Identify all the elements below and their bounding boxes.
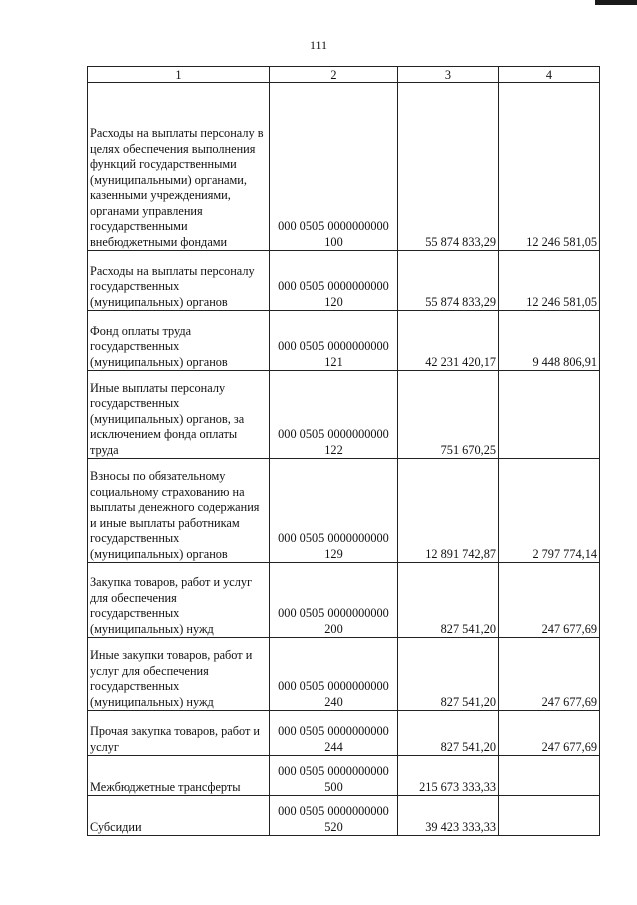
table-row [88, 638, 600, 711]
row-code: 000 0505 0000000000 129 [270, 459, 398, 563]
row-value-col4 [499, 371, 600, 459]
table-row [88, 756, 600, 796]
row-value-col4: 9 448 806,91 [499, 311, 600, 371]
row-value-col3: 751 670,25 [398, 371, 499, 459]
budget-table [87, 66, 600, 836]
row-value-col4: 12 246 581,05 [499, 83, 600, 251]
header-col-3: 3 [398, 67, 499, 83]
row-value-col4: 247 677,69 [499, 638, 600, 711]
row-value-col4: 247 677,69 [499, 711, 600, 756]
row-value-col4 [499, 756, 600, 796]
table-row [88, 711, 600, 756]
row-value-col3: 827 541,20 [398, 563, 499, 638]
row-name: Прочая закупка товаров, работ и услуг [88, 711, 270, 756]
row-value-col4: 2 797 774,14 [499, 459, 600, 563]
row-value-col4: 247 677,69 [499, 563, 600, 638]
row-value-col3: 827 541,20 [398, 711, 499, 756]
scan-corner-mark [595, 0, 637, 5]
row-value-col3: 42 231 420,17 [398, 311, 499, 371]
page-number: 111 [309, 38, 328, 52]
row-value-col3: 12 891 742,87 [398, 459, 499, 563]
row-code: 000 0505 0000000000 520 [270, 796, 398, 836]
table-row [88, 83, 600, 251]
row-code: 000 0505 0000000000 100 [270, 83, 398, 251]
table-row [88, 459, 600, 563]
header-col-1: 1 [88, 67, 270, 83]
row-name: Взносы по обязательному социальному страхованию на выплаты денежного содержания и иные выплаты работникам государственных (муниципальных) органов [88, 459, 270, 563]
row-name: Фонд оплаты труда государственных (муниципальных) органов [88, 311, 270, 371]
row-value-col3: 827 541,20 [398, 638, 499, 711]
row-value-col4: 12 246 581,05 [499, 251, 600, 311]
row-value-col3: 39 423 333,33 [398, 796, 499, 836]
row-value-col3: 215 673 333,33 [398, 756, 499, 796]
row-name: Межбюджетные трансферты [88, 756, 270, 796]
table-row [88, 371, 600, 459]
row-code: 000 0505 0000000000 500 [270, 756, 398, 796]
row-name: Расходы на выплаты персоналу в целях обеспечения выполнения функций государственными (муниципальными) органами, казенными учреждениями, органами управления государственными внебюджетными фондами [88, 83, 270, 251]
row-value-col3: 55 874 833,29 [398, 83, 499, 251]
row-name: Расходы на выплаты персоналу государственных (муниципальных) органов [88, 251, 270, 311]
row-name: Иные закупки товаров, работ и услуг для обеспечения государственных (муниципальных) нужд [88, 638, 270, 711]
header-col-4: 4 [499, 67, 600, 83]
table-row [88, 251, 600, 311]
row-name: Иные выплаты персоналу государственных (муниципальных) органов, за исключением фонда оплаты труда [88, 371, 270, 459]
table-row [88, 311, 600, 371]
header-col-2: 2 [270, 67, 398, 83]
row-code: 000 0505 0000000000 120 [270, 251, 398, 311]
row-name: Субсидии [88, 796, 270, 836]
row-code: 000 0505 0000000000 244 [270, 711, 398, 756]
row-name: Закупка товаров, работ и услуг для обеспечения государственных (муниципальных) нужд [88, 563, 270, 638]
row-code: 000 0505 0000000000 122 [270, 371, 398, 459]
table-row [88, 796, 600, 836]
row-code: 000 0505 0000000000 240 [270, 638, 398, 711]
row-code: 000 0505 0000000000 121 [270, 311, 398, 371]
row-value-col3: 55 874 833,29 [398, 251, 499, 311]
row-value-col4 [499, 796, 600, 836]
table-header-row [88, 67, 600, 83]
row-code: 000 0505 0000000000 200 [270, 563, 398, 638]
table-row [88, 563, 600, 638]
